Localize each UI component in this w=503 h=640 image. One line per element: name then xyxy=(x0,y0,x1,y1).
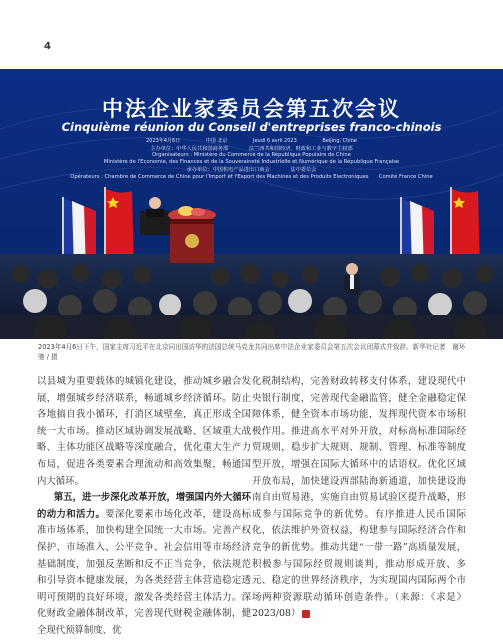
page-number: 4 xyxy=(44,41,51,52)
paragraph: 以县城为重要载体的城镇化建设，推动城乡融合发展，增强城乡经济联系，畅通城乡经济循环。防止各地搞自我小循环，打消区域壁垒，真正形成全国统一大市场。推动区域协调发展战略、区域重大战略、主体功能区战略等深度融合，优化重大生产力布局，促进各类要素合理流动和高效集聚，畅通国内大循环。 xyxy=(37,376,251,487)
backdrop-organizers-line: Ministère de l'Economie, des Finances et de la Souveraineté Industrielle et Numérique de la République Française xyxy=(103,159,400,165)
backdrop-organizers-line: 承办单位：中国机电产品进出口商会 法中委员会 xyxy=(186,167,317,173)
backdrop-date-place: 2023年4月6日 中国 北京 Jeudi 6 avril 2023 Beijing, Chine xyxy=(146,138,357,144)
backdrop-organizers-line: Opérateurs : Chambre de Commerce de Chine pour l'Import et l'Export des Machines et des Produits Electroniques Comité France Chine xyxy=(70,174,433,180)
article-column-right xyxy=(252,374,466,623)
section-heading: 第五，进一步深化改革开放，增强国内外大循环的动力和活力。 xyxy=(37,492,251,520)
paragraph: 化税制结构，完善财政转移支付体系，建设现代中央银行制度，完善现代金融监管，健全金融稳定保障体系，健全资本市场功能，发挥现代资本市场积极作用。推进高水平对外开放，对标高标准国际经贸规则，稳步扩大规则、规制、管理、标准等制度型开放，增强在国际大循环中的话语权。优化区域开放布局，加快建设西部陆海新通道，加快建设海南自由贸易港，实施自由贸易试验区提升战略，形成参与国际竞争的新优势。有序推进人民币国际化，依法维护外资权益，构建参与国际经济合作和竞争的新优势。推动共建“一带一路”高质量发展，积极参与国际经贸规则谈判，推动形成开放、多元、稳定的世界经济秩序，为实现国内国际两个市场两种资源联动循环创造条件。（来源：《求是》2023/08） xyxy=(252,376,466,620)
news-photo xyxy=(0,69,503,339)
backdrop-title-french: Cinquième réunion du Conseil d'entreprises franco-chinois xyxy=(61,120,442,134)
article-column-left xyxy=(37,374,251,640)
backdrop-organizers-line: 主办单位：中华人民共和国商务部 法兰西共和国经济、财政和工业与数字主权部 xyxy=(150,146,353,152)
end-of-article-icon xyxy=(302,610,310,618)
backdrop-title-chinese: 中法企业家委员会第五次会议 xyxy=(102,97,401,121)
backdrop-organizers-line: Organisateurs : Ministère du Commerce de la République Populaire de Chine xyxy=(152,152,351,158)
seated-guest xyxy=(344,263,360,295)
photo-caption: 2023年4月6日下午，国家主席习近平在北京同出国访华的法国总统马克龙共同出席中法企业家委员会第五次会议闭幕式并致辞。新华社记者 谢环驰 / 摄 xyxy=(38,343,466,361)
paragraph: 第五，进一步深化改革开放，增强国内外大循环的动力和活力。要深化要素市场化改革，建设高标准市场体系，加快构建全国统一大市场。完善产权保护、市场准入、公平竞争、社会信用等市场经济基础制度，加强反垄断和反不正当竞争，依法规范和引导资本健康发展，为各类经营主体营造稳定透明可预期的良好环境，激发各类经营主体活力。深化财政金融体制改革，完善现代财税金融体制，健全现代预算制度、优 xyxy=(37,492,251,636)
